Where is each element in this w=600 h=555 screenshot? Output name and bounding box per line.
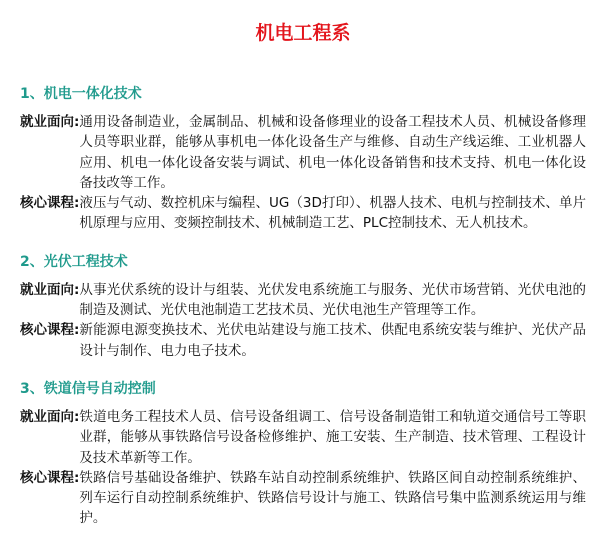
courses-label: 核心课程: [20,469,80,486]
courses-text: 铁路信号基础设备维护、铁路车站自动控制系统维护、铁路区间自动控制系统维护、列车运行自动控制系统维护、铁路信号设计与施工、铁路信号集中监测系统运用与维护。 [79,469,586,527]
courses-text: 新能源电源变换技术、光伏电站建设与施工技术、供配电系统安装与维护、光伏产品设计与制作、电力电子技术。 [79,322,586,359]
courses-label: 核心课程: [20,322,80,339]
section-heading: 3、铁道信号自动控制 [20,380,156,397]
employment-label: 就业面向: [20,281,80,298]
section-railway-signal [20,361,586,529]
section-mechatronics [20,58,586,234]
employment-entry [20,112,586,193]
page-title: 机电工程系 [255,22,351,44]
courses-label: 核心课程: [20,195,80,212]
employment-text: 从事光伏系统的设计与组装、光伏发电系统施工与服务、光伏市场营销、光伏电池的制造及测试、光伏电池制造工艺技术员、光伏电池生产管理等工作。 [79,281,586,319]
employment-label: 就业面向: [20,114,80,130]
employment-text: 通用设备制造业，金属制品、机械和设备修理业的设备工程技术人员、机械设备修理人员等职业群，能够从事机电一体化设备生产与维修、自动生产线运维、工业机器人应用、机电一体化设备安装与调试、机电一体化设备销售和技术支持、机电一体化设备技改等工作。 [79,114,586,191]
section-heading: 2、光伏工程技术 [20,253,128,270]
courses-entry [20,320,586,361]
courses-entry [20,468,586,529]
courses-text: 液压与气动、数控机床与编程、UG（3D打印）、机器人技术、电机与控制技术、单片机原理与应用、变频控制技术、机械制造工艺、PLC控制技术、无人机技术。 [79,195,586,232]
employment-entry [20,280,586,321]
section-heading: 1、机电一体化技术 [20,86,142,102]
employment-label: 就业面向: [20,408,80,425]
section-photovoltaic [20,234,586,361]
employment-text: 铁道电务工程技术人员、信号设备组调工、信号设备制造钳工和轨道交通信号工等职业群，能够从事铁路信号设备检修维护、施工安装、生产制造、技术管理、工程设计及技术革新等工作。 [79,408,586,466]
employment-entry [20,407,586,468]
courses-entry [20,193,586,234]
